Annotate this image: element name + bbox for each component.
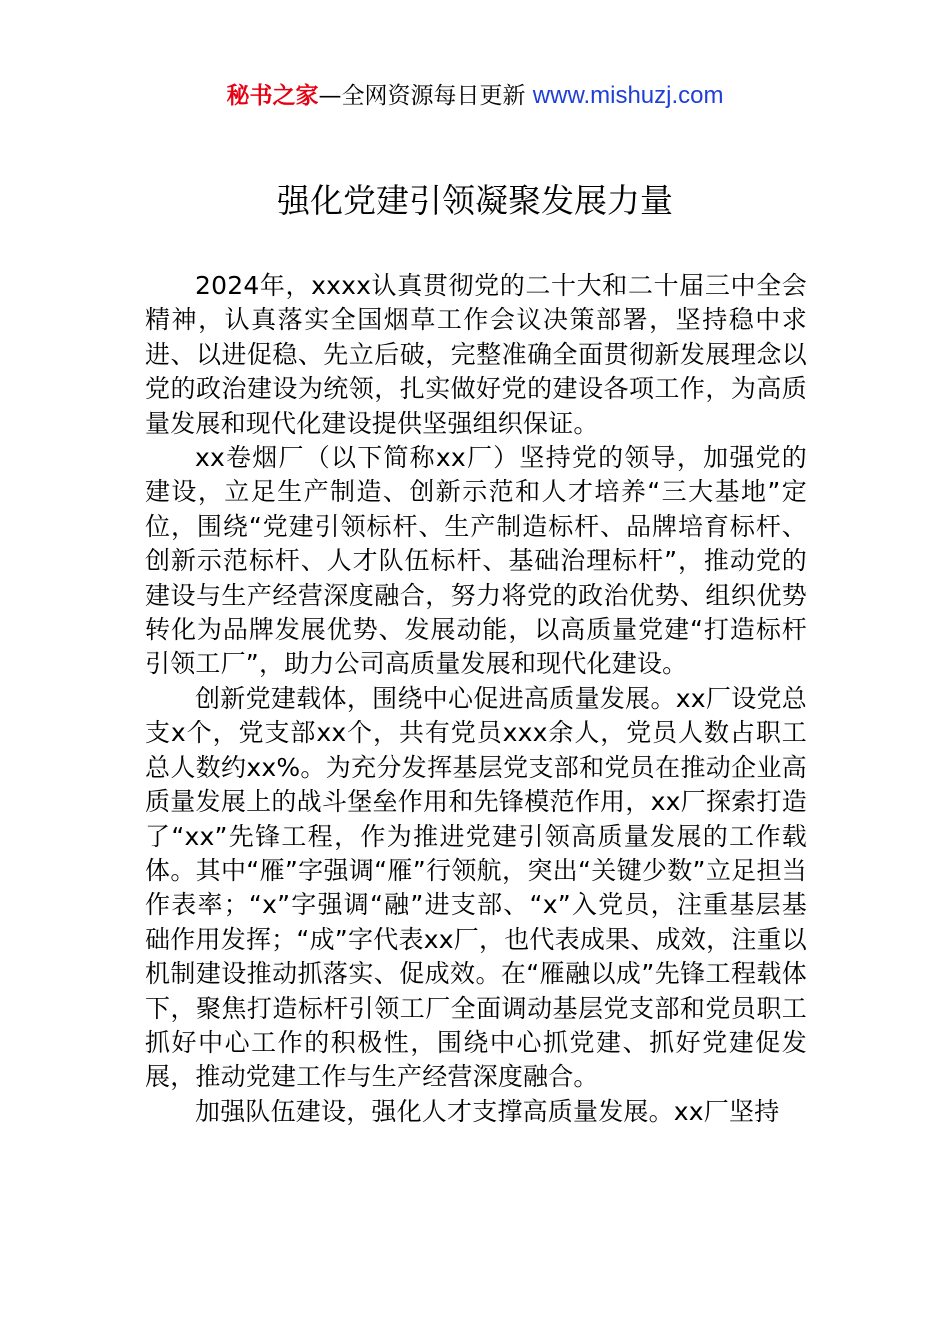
site-header — [0, 80, 950, 112]
paragraph-2: xx卷烟厂（以下简称xx厂）坚持党的领导，加强党的建设，立足生产制造、创新示范和人才培养“三大基地”定位，围绕“党建引领标杆、生产制造标杆、品牌培育标杆、创新示范标杆、人才队伍标杆、基础治理标杆”，推动党的建设与生产经营深度融合，努力将党的政治优势、组织优势转化为品牌发展优势、发展动能，以高质量党建“打造标杆引领工厂”，助力公司高质量发展和现代化建设。 — [145, 443, 807, 679]
document-title: 强化党建引领凝聚发展力量 — [277, 181, 673, 220]
header-tagline: —全网资源每日更新 — [318, 83, 533, 109]
site-url-link[interactable]: www.mishuzj.com — [532, 82, 724, 109]
paragraph-4: 加强队伍建设，强化人才支撑高质量发展。xx厂坚持 — [195, 1096, 780, 1126]
document-body — [145, 269, 807, 1129]
paragraph-1: 2024年，xxxx认真贯彻党的二十大和二十届三中全会精神，认真落实全国烟草工作会议决策部署，坚持稳中求进、以进促稳、先立后破，完整准确全面贯彻新发展理念以党的政治建设为统领，扎实做好党的建设各项工作，为高质量发展和现代化建设提供坚强组织保证。 — [145, 271, 807, 438]
brand-name: 秘书之家 — [226, 83, 319, 109]
paragraph-3: 创新党建载体，围绕中心促进高质量发展。xx厂设党总支x个，党支部xx个，共有党员xxx余人，党员人数占职工总人数约xx%。为充分发挥基层党支部和党员在推动企业高质量发展上的战斗堡垒作用和先锋模范作用，xx厂探索打造了“xx”先锋工程，作为推进党建引领高质量发展的工作载体。其中“雁”字强调“雁”行领航，突出“关键少数”立足担当作表率；“x”字强调“融”进支部、“x”入党员，注重基层基础作用发挥；“成”字代表xx厂，也代表成果、成效，注重以机制建设推动抓落实、促成效。在“雁融以成”先锋工程载体下，聚焦打造标杆引领工厂全面调动基层党支部和党员职工抓好中心工作的积极性，围绕中心抓党建、抓好党建促发展，推动党建工作与生产经营深度融合。 — [145, 683, 807, 1092]
